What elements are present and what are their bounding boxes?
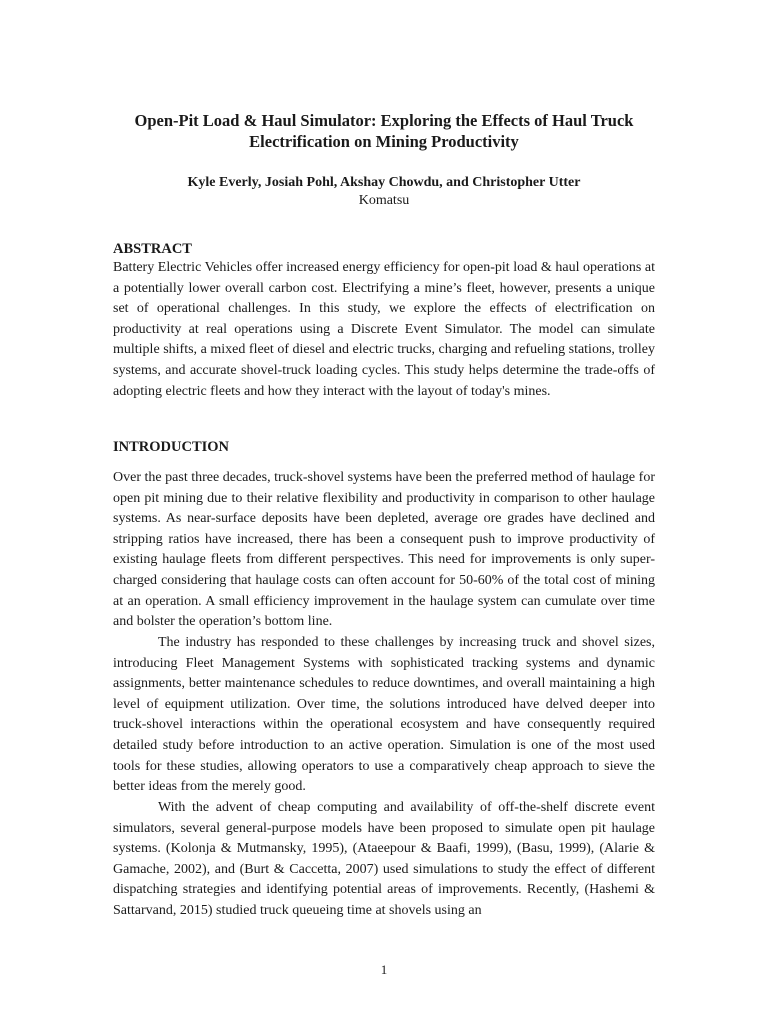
page-number: 1	[380, 962, 388, 977]
intro-paragraph-3: With the advent of cheap computing and availability of off-the-shelf discrete event simulators, several general-purpose models have been proposed to simulate open pit haulage systems. (Kolonja & Mutmansky, 1995), (Ataeepour & Baafi, 1999), (Basu, 1999), (Alarie & Gamache, 2002), and (Burt & Caccetta, 2007) used simulations to study the effect of different dispatching strategies and identifying potential areas of improvements. Recently, (Hashemi & Sattarvand, 2015) studied truck queueing time at shovels using an	[113, 800, 655, 918]
author-list: Kyle Everly, Josiah Pohl, Akshay Chowdu, and Christopher Utter	[187, 175, 581, 190]
abstract-text: Battery Electric Vehicles offer increased energy efficiency for open-pit load & haul operations at a potentially lower overall carbon cost. Electrifying a mine’s fleet, however, presents a unique set of operational challenges. In this study, we explore the effects of electrification on productivity at real operations using a Discrete Event Simulator. The model can simulate multiple shifts, a mixed fleet of diesel and electric trucks, charging and refueling stations, trolley systems, and accurate shovel-truck loading cycles. This study helps determine the trade-offs of adopting electric fleets and how they interact with the layout of today's mines.	[113, 260, 655, 399]
intro-paragraph-2: The industry has responded to these challenges by increasing truck and shovel sizes, introducing Fleet Management Systems with sophisticated tracking systems and dynamic assignments, better maintenance schedules to reduce downtimes, and overall maintaining a high level of equipment utilization. Over time, the solutions introduced have delved deeper into truck-shovel interactions within the operational ecosystem and have consequently required detailed study before introduction to an active operation. Simulation is one of the most used tools for these studies, allowing operators to use a comparatively cheap approach to sieve the better ideas from the merely good.	[113, 635, 655, 795]
affiliation: Komatsu	[358, 193, 410, 208]
abstract-heading: ABSTRACT	[113, 241, 192, 257]
introduction-heading: INTRODUCTION	[113, 439, 230, 455]
paper-title: Open-Pit Load & Haul Simulator: Exploring the Effects of Haul Truck Electrification on Mining Productivity	[134, 111, 634, 151]
intro-paragraph-1: Over the past three decades, truck-shovel systems have been the preferred method of haulage for open pit mining due to their relative flexibility and productivity in comparison to other haulage systems. As near-surface deposits have been depleted, average ore grades have declined and stripping ratios have increased, there has been a consequent push to improve productivity of existing haulage fleets from different perspectives. This need for improvements is only super-charged considering that haulage costs can often account for 50-60% of the total cost of mining at an operation. A small efficiency improvement in the haulage system can cumulate over time and bolster the operation’s bottom line.	[113, 470, 655, 630]
